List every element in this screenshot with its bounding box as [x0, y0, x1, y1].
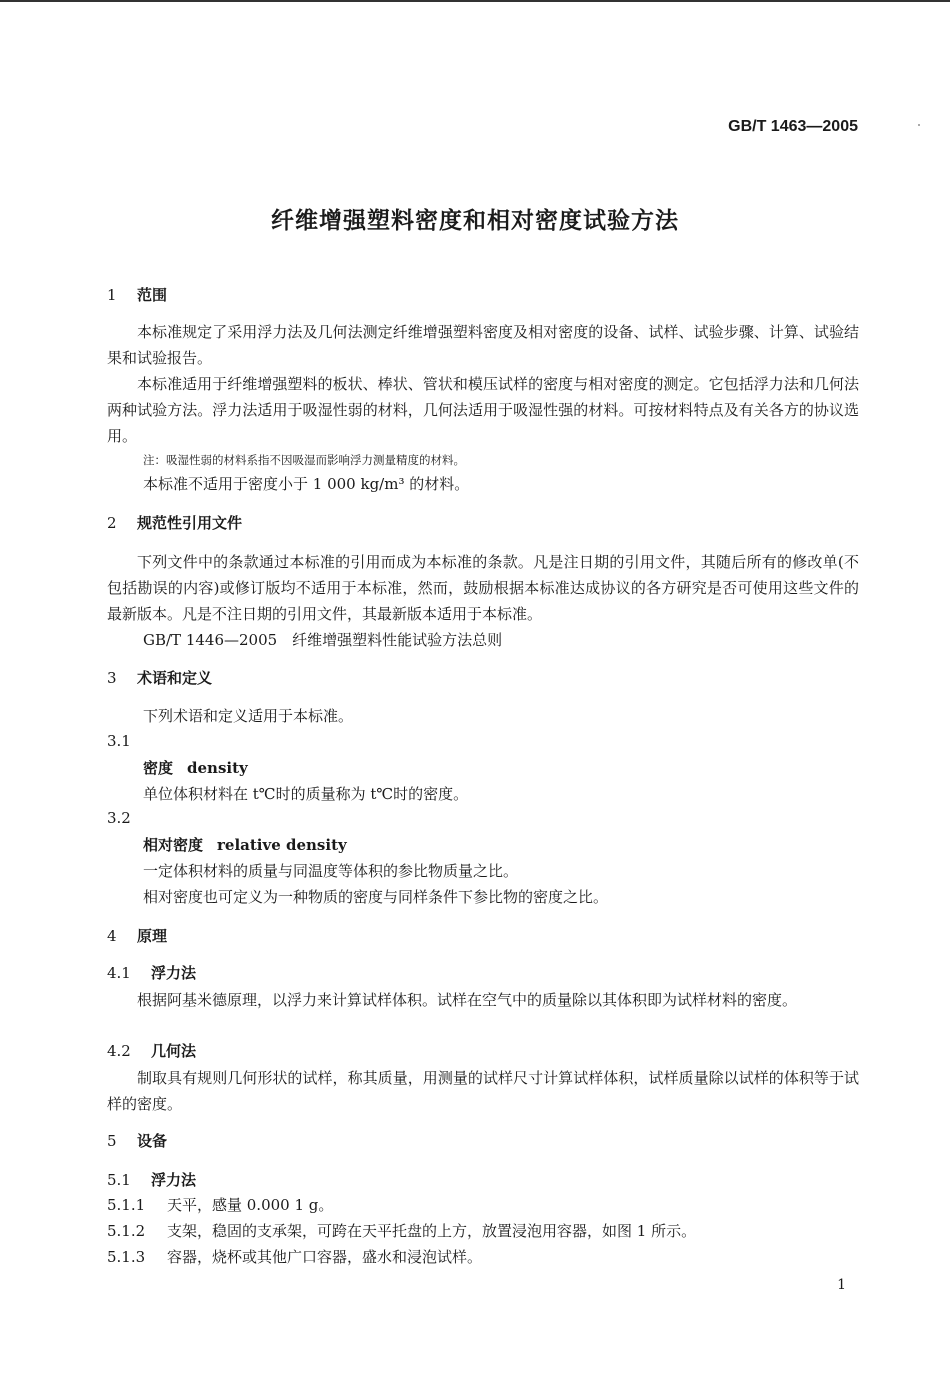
section-number: 2	[107, 514, 117, 532]
section-4-heading	[107, 925, 167, 946]
term-3-2-number: 3.2	[107, 809, 131, 827]
page-number: 1	[837, 1277, 846, 1293]
document-title: 纤维增强塑料密度和相对密度试验方法	[271, 208, 679, 234]
section-number: 4.1	[107, 964, 131, 982]
term-3-1-number: 3.1	[107, 732, 131, 750]
section-1-heading	[107, 284, 167, 305]
section-5-heading	[107, 1130, 167, 1151]
term-3-2	[143, 834, 347, 855]
section-title: 几何法	[151, 1042, 197, 1060]
term-3-2-definition-2: 相对密度也可定义为一种物质的密度与同样条件下参比物的密度之比。	[143, 888, 609, 906]
clause-number: 5.1.2	[107, 1222, 146, 1240]
term-3-1	[143, 757, 248, 778]
clause-5-1-3	[107, 1246, 482, 1267]
section-1-paragraph-2: 本标准适用于纤维增强塑料的板状、棒状、管状和模压试样的密度与相对密度的测定。它包括浮力法和几何法两种试验方法。浮力法适用于吸湿性弱的材料，几何法适用于吸湿性强的材料。可按材料特点及有关各方的协议选用。	[107, 375, 859, 445]
section-5-1-heading	[107, 1169, 196, 1190]
scan-speck	[918, 124, 920, 126]
section-title: 范围	[137, 286, 168, 304]
clause-text: 容器，烧杯或其他广口容器，盛水和浸泡试样。	[167, 1248, 483, 1266]
page-top-rule	[0, 0, 950, 2]
section-title: 术语和定义	[137, 669, 213, 687]
clause-number: 5.1.3	[107, 1248, 146, 1266]
section-title: 规范性引用文件	[137, 514, 243, 532]
section-title: 设备	[137, 1132, 168, 1150]
section-2-heading	[107, 512, 242, 533]
term-3-2-definition-1: 一定体积材料的质量与同温度等体积的参比物质量之比。	[143, 862, 519, 880]
term-english: density	[187, 759, 248, 777]
section-title: 浮力法	[151, 1171, 197, 1189]
clause-number: 5.1.1	[107, 1196, 146, 1214]
section-number: 4.2	[107, 1042, 131, 1060]
section-3-intro: 下列术语和定义适用于本标准。	[143, 707, 354, 725]
section-1-paragraph-1: 本标准规定了采用浮力法及几何法测定纤维增强塑料密度及相对密度的设备、试样、试验步骤、计算、试验结果和试验报告。	[107, 323, 859, 367]
clause-5-1-1	[107, 1194, 333, 1215]
section-4-2-text: 制取具有规则几何形状的试样，称其质量，用测量的试样尺寸计算试样体积，试样质量除以试样的体积等于试样的密度。	[107, 1069, 859, 1113]
section-2-paragraph: 下列文件中的条款通过本标准的引用而成为本标准的条款。凡是注日期的引用文件，其随后所有的修改单(不包括勘误的内容)或修订版均不适用于本标准，然而，鼓励根据本标准达成协议的各方研究是否可使用这些文件的最新版本。凡是不注日期的引用文件，其最新版本适用于本标准。	[107, 553, 859, 623]
normative-reference: GB/T 1446—2005 纤维增强塑料性能试验方法总则	[143, 631, 503, 649]
section-number: 5.1	[107, 1171, 131, 1189]
section-4-2-heading	[107, 1040, 196, 1061]
clause-text: 支架，稳固的支承架，可跨在天平托盘的上方，放置浸泡用容器，如图 1 所示。	[167, 1222, 697, 1240]
standard-number: GB/T 1463—2005	[728, 118, 858, 135]
section-3-heading	[107, 667, 212, 688]
term-english: relative density	[217, 836, 347, 854]
term-3-1-definition: 单位体积材料在 t℃时的质量称为 t℃时的密度。	[143, 785, 469, 803]
term-chinese: 相对密度	[143, 836, 204, 854]
section-number: 5	[107, 1132, 117, 1150]
term-chinese: 密度	[143, 759, 174, 777]
section-number: 4	[107, 927, 117, 945]
section-4-1-text: 根据阿基米德原理，以浮力来计算试样体积。试样在空气中的质量除以其体积即为试样材料的密度。	[137, 991, 798, 1009]
section-4-1-heading	[107, 962, 196, 983]
section-1-note: 注：吸湿性弱的材料系指不因吸湿而影响浮力测量精度的材料。	[143, 453, 465, 467]
section-number: 3	[107, 669, 117, 687]
section-title: 原理	[137, 927, 168, 945]
section-1-paragraph-3: 本标准不适用于密度小于 1 000 kg/m³ 的材料。	[143, 475, 470, 493]
section-number: 1	[107, 286, 117, 304]
section-title: 浮力法	[151, 964, 197, 982]
clause-5-1-2	[107, 1220, 696, 1241]
clause-text: 天平，感量 0.000 1 g。	[167, 1196, 334, 1214]
